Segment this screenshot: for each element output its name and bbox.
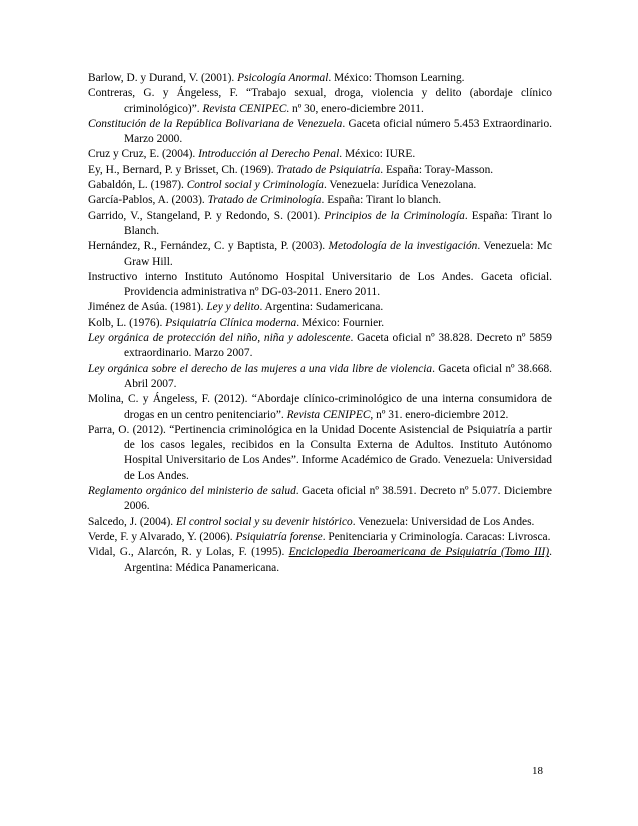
reference-title: Tratado de Psiquiatría <box>276 163 381 176</box>
reference-post: . Argentina: Médica Panamericana. <box>124 546 552 574</box>
reference-post: , nº 31. enero-diciembre 2012. <box>370 408 509 421</box>
reference-pre: García-Pablos, A. (2003). <box>88 194 208 207</box>
reference-post: . Venezuela: Jurídica Venezolana. <box>323 179 477 192</box>
reference-entry <box>88 530 552 545</box>
reference-entry <box>88 545 552 576</box>
reference-post: . España: Tirant lo Blanch. <box>124 209 552 237</box>
reference-entry <box>88 163 552 178</box>
reference-entry <box>88 117 552 148</box>
reference-pre: Salcedo, J. (2004). <box>88 515 176 528</box>
reference-entry <box>88 147 552 162</box>
reference-entry <box>88 193 552 208</box>
reference-pre: Verde, F. y Alvarado, Y. (2006). <box>88 530 236 543</box>
reference-entry <box>88 331 552 362</box>
reference-title: Psiquiatría Clínica moderna <box>165 316 297 329</box>
reference-title: Ley orgánica de protección del niño, niña y adolescente <box>88 332 351 345</box>
reference-entry <box>88 484 552 515</box>
reference-entry <box>88 423 552 484</box>
reference-title: Revista CENIPEC <box>202 102 287 115</box>
reference-title: Principios de la Criminología <box>324 209 465 222</box>
reference-title: Revista CENIPEC <box>286 408 371 421</box>
reference-entry <box>88 86 552 117</box>
reference-post: . Gaceta oficial nº 38.668. Abril 2007. <box>124 362 552 390</box>
reference-post: . España: Tirant lo blanch. <box>321 194 442 207</box>
reference-pre: Ey, H., Bernard, P. y Brisset, Ch. (1969). <box>88 163 277 176</box>
reference-pre: Gabaldón, L. (1987). <box>88 179 187 192</box>
reference-post: . Argentina: Sudamericana. <box>259 301 384 314</box>
reference-post: . nº 30, enero-diciembre 2011. <box>286 102 424 115</box>
reference-post: . Gaceta oficial nº 38.591. Decreto nº 5.077. Diciembre 2006. <box>124 485 552 513</box>
reference-entry <box>88 300 552 315</box>
reference-title: Constitución de la República Bolivariana de Venezuela <box>88 117 343 130</box>
reference-title: Psicología Anormal <box>237 72 329 84</box>
reference-title: Ley orgánica sobre el derecho de las mujeres a una vida libre de violencia <box>88 362 433 375</box>
reference-post: . Penitenciaria y Criminología. Caracas: Livrosca. <box>322 530 551 543</box>
reference-title: Metodología de la investigación <box>328 240 478 253</box>
reference-entry <box>88 515 552 530</box>
reference-title: Introducción al Derecho Penal <box>198 148 340 161</box>
reference-post: . México: IURE. <box>339 148 416 161</box>
reference-title: El control social y su devenir histórico <box>175 515 353 528</box>
reference-title: Psiquiatría forense <box>235 530 323 543</box>
reference-pre: Barlow, D. y Durand, V. (2001). <box>88 72 238 84</box>
reference-pre: Molina, C. y Ángeless, F. (2012). “Abordaje clínico-criminológico de una interna consumidora de drogas en un centro penitenciario”. <box>88 393 552 421</box>
reference-title: Ley y delito <box>206 301 260 314</box>
reference-pre: Instructivo interno Instituto Autónomo Hospital Universitario de Los Andes. Gaceta oficial. Providencia administrativa nº DG-03-2011. Enero 2011. <box>88 270 552 299</box>
reference-pre: Contreras, G. y Ángeless, F. “Trabajo sexual, droga, violencia y delito (abordaje clínico criminológico)”. <box>88 87 552 115</box>
reference-pre: Parra, O. (2012). “Pertinencia criminológica en la Unidad Docente Asistencial de Psiquiatría a partir de los casos legales, recibidos en la Consulta Externa de Adultos. Instituto Autónomo Hospital Universitario de Los Andes”. Informe Académico de Grado. Venezuela: Universidad de Los Andes. <box>88 423 552 482</box>
reference-pre: Garrido, V., Stangeland, P. y Redondo, S. (2001). <box>88 209 325 222</box>
reference-title: Tratado de Criminología <box>207 194 322 207</box>
reference-title: Enciclopedia Iberoamericana de Psiquiatría (Tomo III) <box>288 546 550 559</box>
reference-post: . España: Toray-Masson. <box>380 163 494 176</box>
reference-entry <box>88 362 552 393</box>
reference-entry <box>88 178 552 193</box>
reference-entry <box>88 270 552 301</box>
reference-entry <box>88 316 552 331</box>
reference-title: Reglamento orgánico del ministerio de salud <box>88 485 296 498</box>
reference-post: . Gaceta oficial número 5.453 Extraordinario. Marzo 2000. <box>124 117 553 146</box>
reference-post: . Gaceta oficial nº 38.828. Decreto nº 5859 extraordinario. Marzo 2007. <box>124 332 552 360</box>
reference-entry <box>88 209 552 240</box>
reference-post: . Venezuela: Mc Graw Hill. <box>124 240 552 268</box>
page-number: 18 <box>532 765 543 777</box>
reference-pre: Hernández, R., Fernández, C. y Baptista, P. (2003). <box>88 240 329 253</box>
reference-post: . Venezuela: Universidad de Los Andes. <box>352 515 535 528</box>
reference-post: . México: Fournier. <box>296 316 385 329</box>
reference-list <box>88 71 552 576</box>
reference-entry <box>88 71 552 86</box>
reference-post: . México: Thomson Learning. <box>328 72 465 84</box>
reference-entry <box>88 239 552 270</box>
reference-pre: Jiménez de Asúa. (1981). <box>88 301 207 314</box>
reference-pre: Vidal, G., Alarcón, R. y Lolas, F. (1995). <box>88 546 289 559</box>
reference-pre: Kolb, L. (1976). <box>88 316 166 329</box>
reference-title: Control social y Criminología <box>186 179 324 192</box>
reference-entry <box>88 392 552 423</box>
reference-pre: Cruz y Cruz, E. (2004). <box>88 148 199 161</box>
